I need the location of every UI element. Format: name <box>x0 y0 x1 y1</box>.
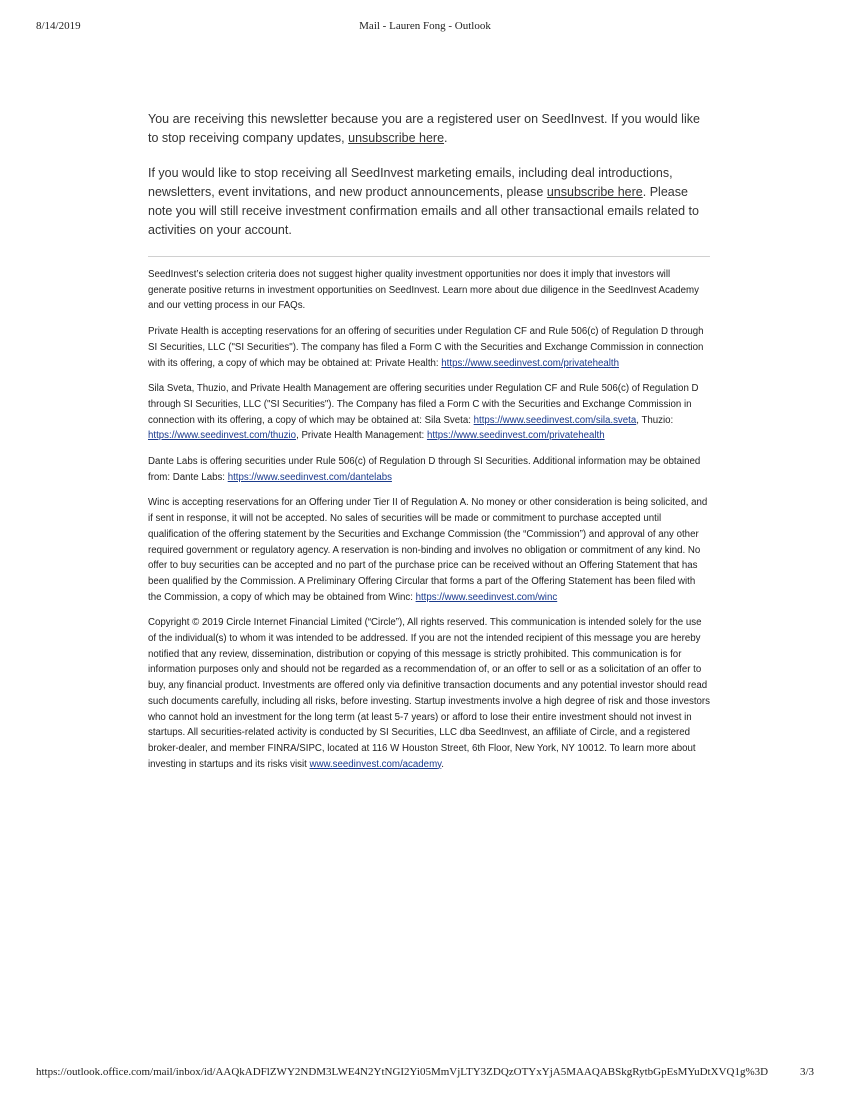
newsletter-notice <box>148 110 710 148</box>
dante-labs-disclaimer <box>148 454 710 485</box>
private-health-text: Private Health is accepting reservations for an offering of securities under Regulation CF and Rule 506(c) of Regulation D through SI Securities, LLC ("SI Securities"). The company has filed a Form C with the Securities and Exchange Commission in connection with its offering, a copy of which may be obtained at: Private Health: <box>148 326 704 369</box>
print-footer <box>0 1066 850 1080</box>
print-date: 8/14/2019 <box>36 20 81 32</box>
dante-labs-link[interactable]: https://www.seedinvest.com/dantelabs <box>227 471 392 483</box>
unsubscribe-company-link[interactable]: unsubscribe here <box>348 131 445 145</box>
winc-disclaimer <box>148 495 710 605</box>
private-health-disclaimer <box>148 324 710 371</box>
marketing-notice-text: If you would like to stop receiving all SeedInvest marketing emails, including deal introductions, newsletters, event invitations, and new product announcements, please <box>148 166 673 199</box>
private-health-management-link[interactable]: https://www.seedinvest.com/privatehealth <box>426 430 605 442</box>
newsletter-notice-text: You are receiving this newsletter because you are a registered user on SeedInvest. If you would like to stop receiving company updates, <box>148 112 700 145</box>
academy-link[interactable]: www.seedinvest.com/academy <box>309 758 442 770</box>
dante-labs-text: Dante Labs is offering securities under Rule 506(c) of Regulation D through SI Securities. Additional information may be obtained from: Dante Labs: <box>148 456 701 483</box>
page-number: 3/3 <box>799 1066 814 1078</box>
selection-criteria-disclaimer: SeedInvest’s selection criteria does not suggest higher quality investment opportunities nor does it imply that investors will generate positive returns in investment opportunities on SeedInvest. Learn more about due diligence in the SeedInvest Academy and our vetting process in our FAQs. <box>148 269 699 312</box>
winc-link[interactable]: https://www.seedinvest.com/winc <box>415 591 558 603</box>
copyright-end: . <box>441 758 444 770</box>
marketing-notice-end: . Please note you will still receive investment confirmation emails and all other transactional emails related to activities on your account. <box>148 185 699 237</box>
divider <box>148 256 710 257</box>
multi-offering-text: Sila Sveta, Thuzio, and Private Health Management are offering securities under Regulation CF and Rule 506(c) of Regulation D through SI Securities, LLC ("SI Securities"). The Company has filed a Form C with the Securities and Exchange Commission in connection with its offering, a copy of which may be obtained at: Sila Sveta: <box>148 383 699 426</box>
print-title: Mail - Lauren Fong - Outlook <box>359 20 491 32</box>
unsubscribe-all-link[interactable]: unsubscribe here <box>546 185 643 199</box>
winc-text: Winc is accepting reservations for an Offering under Tier II of Regulation A. No money or other consideration is being solicited, and if sent in response, it will not be accepted. No sales of securities will be made or commitment to purchase accepted until qualification of the offering statement by the Securities and Exchange Commission (the “Commission”) and approval of any other required government or regulatory agency. A reservation is non-binding and involves no obligation or commitment of any kind. No offer to buy securities can be accepted and no part of the purchase price can be received without an Offering Statement that has been qualified by the Commission. A Preliminary Offering Circular that forms a part of the Offering Statement has been filed with the Commission, a copy of which may be obtained from Winc: <box>148 497 708 603</box>
print-url: https://outlook.office.com/mail/inbox/id/AAQkADFlZWY2NDM3LWE4N2YtNGI2Yi05MmVjLTY3ZDQzOTYxYjA5MAAQABSkgRytbGpEsMYuDtXVQ1g%3D <box>36 1066 769 1078</box>
marketing-notice <box>148 164 710 240</box>
thuzio-link[interactable]: https://www.seedinvest.com/thuzio <box>148 430 297 442</box>
phm-label: , Private Health Management: <box>296 430 427 442</box>
print-header <box>0 20 850 34</box>
copyright-disclaimer <box>148 615 710 772</box>
thuzio-label: , Thuzio: <box>636 414 674 426</box>
sila-sveta-link[interactable]: https://www.seedinvest.com/sila.sveta <box>473 414 637 426</box>
private-health-link[interactable]: https://www.seedinvest.com/privatehealth <box>441 357 619 369</box>
email-body <box>148 110 710 782</box>
newsletter-notice-end: . <box>444 131 448 145</box>
copyright-text: Copyright © 2019 Circle Internet Financial Limited (“Circle”), All rights reserved. This communication is intended solely for the use of the individual(s) to whom it was intended to be addressed. If you are not the intended recipient of this message you are hereby notified that any review, dissemination, distribution or copying of this message is strictly prohibited. This communication is for information purposes only and should not be regarded as a recommendation of, or an offer to sell or as a solicitation of an offer to buy, any financial product. Investments are offered only via definitive transaction documents and any potential investor should read such documents carefully, including all risks, before investing. Startup investments involve a high degree of risk and those investors who cannot hold an investment for the long term (at least 5-7 years) or afford to lose their entire investment should not invest in startups. All securities-related activity is conducted by SI Securities, LLC dba SeedInvest, an affiliate of Circle, and a registered broker-dealer, and member FINRA/SIPC, located at 116 W Houston Street, 6th Floor, New York, NY 10012. To learn more about investing in startups and its risks visit <box>148 617 710 770</box>
multi-offering-disclaimer <box>148 381 710 444</box>
